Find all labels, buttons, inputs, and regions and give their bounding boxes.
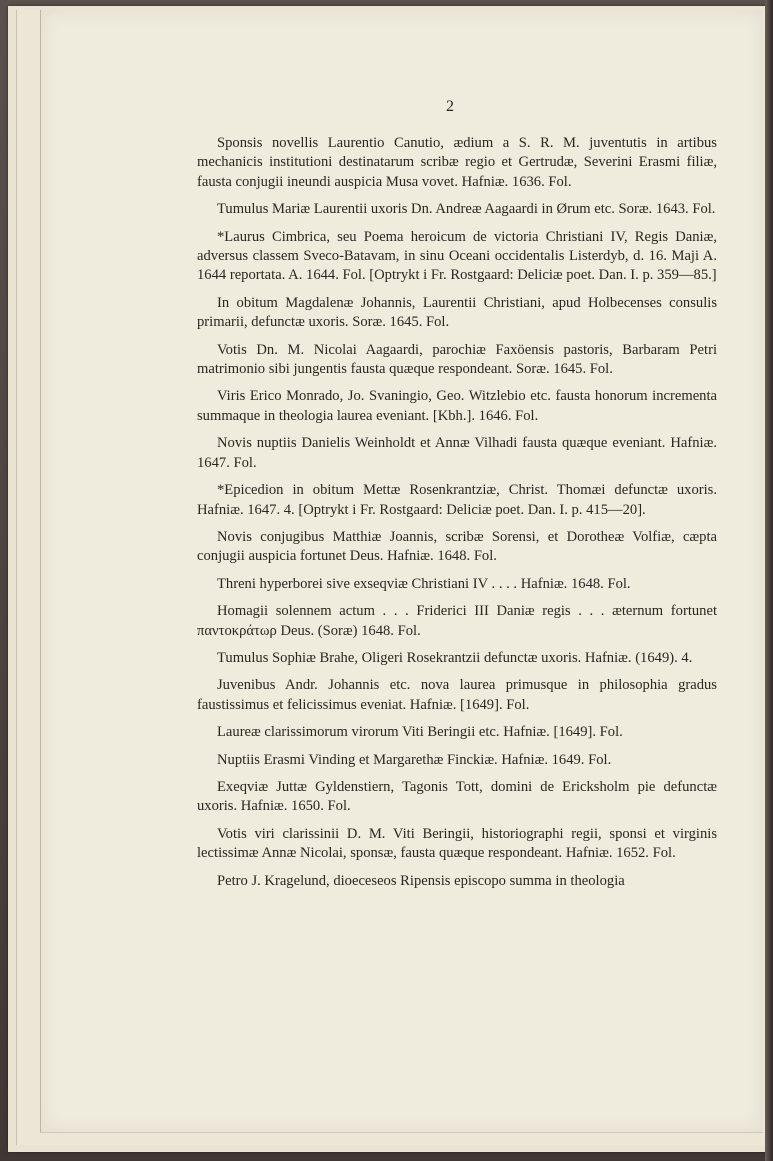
bibliography-entry: Votis Dn. M. Nicolai Aagaardi, parochiæ Faxöensis pastoris, Barbaram Petri matrimonio sibi jungentis fausta quæque respondeant. Soræ. 1645. Fol. (197, 341, 717, 378)
bibliography-entry: Nuptiis Erasmi Vinding et Margarethæ Finckiæ. Hafniæ. 1649. Fol. (217, 751, 612, 768)
bibliography-entry: Viris Erico Monrado, Jo. Svaningio, Geo. Witzlebio etc. fausta honorum incrementa summaque in theologia laurea eveniant. [Kbh.]. 1646. Fol. (197, 388, 717, 424)
bibliography-entry: Exeqviæ Juttæ Gyldenstiern, Tagonis Tott, domini de Ericksholm pie defunctæ uxoris. Hafniæ. 1650. Fol. (197, 778, 717, 815)
page-number: 2 (446, 98, 454, 115)
bibliography-entry: Threni hyperborei sive exseqviæ Christiani IV . . . . Hafniæ. 1648. Fol. (217, 575, 631, 592)
bibliography-entry: Petro J. Kragelund, dioeceseos Ripensis episcopo summa in theologia (217, 872, 625, 889)
bibliography-list (197, 134, 717, 899)
bibliography-entry: Sponsis novellis Laurentio Canutio, ædium a S. R. M. juventutis in artibus mechanicis institutioni destinatarum scribæ regio et Gertrudæ, Severini Erasmi filiæ, fausta conjugii ineundi auspicia Musa vovet. Hafniæ. 1636. Fol. (197, 135, 717, 190)
bibliography-entry: In obitum Magdalenæ Johannis, Laurentii Christiani, apud Holbecenses consulis primarii, defunctæ uxoris. Soræ. 1645. Fol. (197, 294, 717, 331)
bibliography-entry: Tumulus Mariæ Laurentii uxoris Dn. Andreæ Aagaardi in Ørum etc. Soræ. 1643. Fol. (217, 201, 716, 218)
bibliography-entry: Laureæ clarissimorum virorum Viti Beringii etc. Hafniæ. [1649]. Fol. (217, 724, 623, 741)
bibliography-entry: *Epicedion in obitum Mettæ Rosenkrantziæ, Christ. Thomæi defunctæ uxoris. Hafniæ. 1647. 4. [Optrykt i Fr. Rostgaard: Deliciæ poet. Dan. I. p. 415—20]. (197, 482, 717, 518)
bibliography-entry: Juvenibus Andr. Johannis etc. nova laurea primusque in philosophia gradus faustissimus et felicissimus eveniat. Hafniæ. [1649]. Fol. (197, 677, 717, 713)
bibliography-entry: Novis conjugibus Matthiæ Joannis, scribæ Sorensi, et Dorotheæ Volfiæ, cæpta conjugii auspicia fortunet Deus. Hafniæ. 1648. Fol. (197, 528, 717, 565)
bibliography-entry: Tumulus Sophiæ Brahe, Oligeri Rosekrantzii defunctæ uxoris. Hafniæ. (1649). 4. (217, 649, 693, 666)
bibliography-entry: Votis viri clarissinii D. M. Viti Beringii, historiographi regii, sponsi et virginis lectissimæ Annæ Nicolai, sponsæ, fausta quæque respondeant. Hafniæ. 1652. Fol. (197, 825, 717, 862)
bibliography-entry: Novis nuptiis Danielis Weinholdt et Annæ Vilhadi fausta quæque eveniant. Hafniæ. 1647. Fol. (197, 435, 717, 471)
bibliography-entry: Homagii solennem actum . . . Friderici III Daniæ regis . . . æternum fortunet παντοκράτωρ Deus. (Soræ) 1648. Fol. (197, 603, 717, 639)
bibliography-entry: *Laurus Cimbrica, seu Poema heroicum de victoria Christiani IV, Regis Daniæ, adversus classem Sveco-Batavam, in sinu Oceani occidentalis Listerdyb, d. 16. Maji A. 1644 reportata. A. 1644. Fol. [Optrykt i Fr. Rostgaard: Deliciæ poet. Dan. I. p. 359—85.] (197, 228, 717, 284)
book-spine-edge (765, 0, 773, 1161)
